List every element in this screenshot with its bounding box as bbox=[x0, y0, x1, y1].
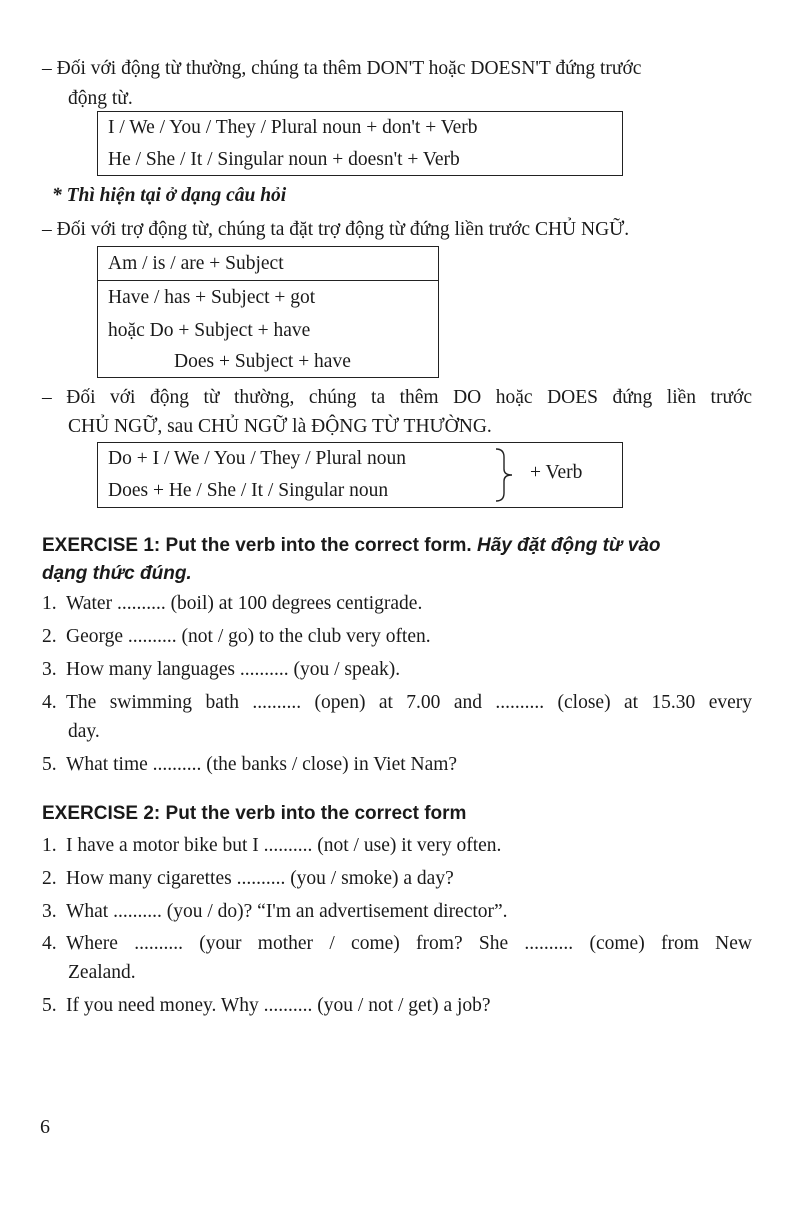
exercise1-title-cont: dạng thức đúng. bbox=[42, 563, 192, 584]
ordinary-row-do: Do + I / We / You / They / Plural noun bbox=[108, 448, 406, 469]
exercise1-item-4: 4. The swimming bath .......... (open) at 7.00 and .......... (close) at 15.30 every bbox=[42, 692, 752, 713]
auxiliary-rule: – Đối với trợ động từ, chúng ta đặt trợ động từ đứng liền trước CHỦ NGỮ. bbox=[42, 219, 630, 240]
negative-rule-line2: động từ. bbox=[68, 88, 133, 109]
question-form-heading: * Thì hiện tại ở dạng câu hỏi bbox=[52, 185, 287, 206]
auxiliary-row-does-have: Does + Subject + have bbox=[174, 351, 351, 372]
exercise2-title: EXERCISE 2: Put the verb into the correct form bbox=[42, 803, 467, 824]
curly-brace-icon bbox=[494, 447, 516, 503]
auxiliary-row-do-have: hoặc Do + Subject + have bbox=[108, 320, 311, 341]
auxiliary-row-be: Am / is / are + Subject bbox=[108, 253, 284, 274]
ordinary-rule-line1: – Đối với động từ thường, chúng ta thêm DO hoặc DOES đứng liền trước bbox=[42, 387, 752, 408]
exercise1-item-5: 5. What time .......... (the banks / close) in Viet Nam? bbox=[42, 754, 458, 775]
page-number: 6 bbox=[40, 1116, 50, 1138]
exercise2-item-4: 4. Where .......... (your mother / come) from? She .......... (come) from New bbox=[42, 933, 752, 954]
exercise1-item-3: 3. How many languages .......... (you / speak). bbox=[42, 659, 401, 680]
exercise2-item-5: 5. If you need money. Why .......... (you / not / get) a job? bbox=[42, 995, 491, 1016]
exercise1-item-1: 1. Water .......... (boil) at 100 degrees centigrade. bbox=[42, 593, 423, 614]
ordinary-rule-line2: CHỦ NGỮ, sau CHỦ NGỮ là ĐỘNG TỪ THƯỜNG. bbox=[68, 416, 492, 437]
plus-verb-label: + Verb bbox=[530, 462, 583, 483]
exercise2-item-2: 2. How many cigarettes .......... (you / smoke) a day? bbox=[42, 868, 454, 889]
negative-form-singular: He / She / It / Singular noun + doesn't + Verb bbox=[108, 149, 460, 170]
ordinary-question-box bbox=[97, 442, 623, 508]
auxiliary-row-have-got: Have / has + Subject + got bbox=[108, 287, 316, 308]
negative-form-box bbox=[97, 111, 623, 176]
exercise1-title: EXERCISE 1: Put the verb into the correct form. Hãy đặt động từ vào bbox=[42, 535, 661, 556]
exercise2-item-4-cont: Zealand. bbox=[68, 962, 136, 983]
exercise1-item-2: 2. George .......... (not / go) to the club very often. bbox=[42, 626, 431, 647]
negative-form-plural: I / We / You / They / Plural noun + don't + Verb bbox=[108, 117, 478, 138]
negative-rule-line1: – Đối với động từ thường, chúng ta thêm DON'T hoặc DOESN'T đứng trước bbox=[42, 58, 642, 79]
ordinary-row-does: Does + He / She / It / Singular noun bbox=[108, 480, 389, 501]
exercise2-item-1: 1. I have a motor bike but I .......... (not / use) it very often. bbox=[42, 835, 502, 856]
exercise1-item-4-cont: day. bbox=[68, 721, 100, 742]
exercise2-item-3: 3. What .......... (you / do)? “I'm an advertisement director”. bbox=[42, 901, 508, 922]
auxiliary-box bbox=[97, 246, 439, 378]
